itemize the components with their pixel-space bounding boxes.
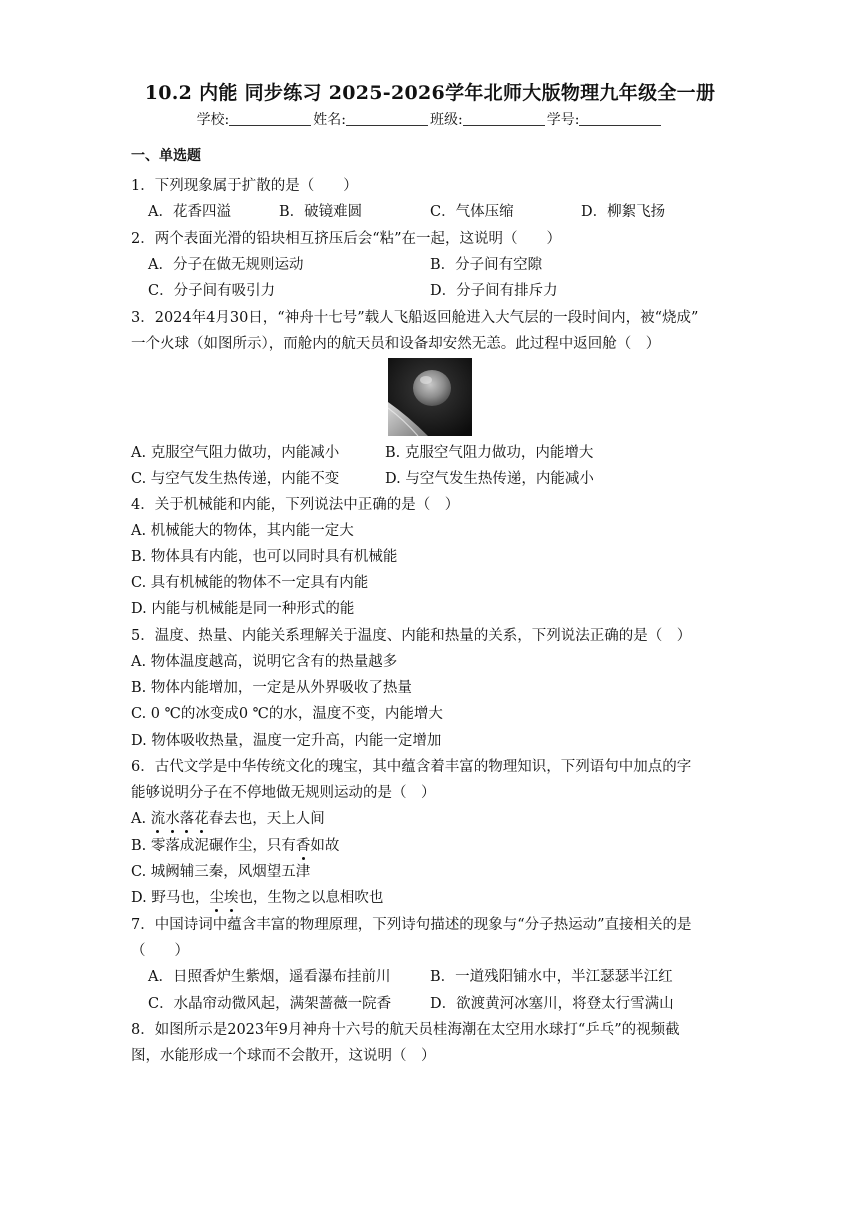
emphasis-dot-char: 水 bbox=[165, 811, 180, 827]
question-7-option-a[interactable]: A．日照香炉生紫烟，遥看瀑布挂前川 bbox=[148, 969, 391, 985]
question-4-option-b[interactable]: B. 物体具有内能，也可以同时具有机械能 bbox=[131, 549, 398, 565]
question-6-stem-line-2: 能够说明分子在不停地做无规则运动的是（ ） bbox=[131, 785, 436, 801]
emphasis-dot-char: 花 bbox=[194, 811, 209, 827]
class-label: 班级: bbox=[430, 112, 463, 128]
fireball-capsule-figure bbox=[388, 358, 472, 436]
section-heading: 一、单选题 bbox=[131, 148, 201, 164]
question-6-option-c[interactable]: C. 城阙辅三秦，风烟望五津 bbox=[131, 864, 311, 880]
question-2-stem: 2．两个表面光滑的铅块相互挤压后会“粘”在一起，这说明（ ） bbox=[131, 231, 562, 247]
question-3-option-a[interactable]: A. 克服空气阻力做功，内能减小 bbox=[131, 445, 340, 461]
page-title: 10.2 内能 同步练习 2025-2026学年北师大版物理九年级全一册 bbox=[144, 82, 716, 104]
question-3-option-c[interactable]: C. 与空气发生热传递，内能不变 bbox=[131, 471, 340, 487]
question-6-option-b[interactable] bbox=[131, 836, 339, 856]
question-4-option-d[interactable]: D. 内能与机械能是同一种形式的能 bbox=[131, 601, 355, 617]
number-label: 学号: bbox=[546, 112, 580, 128]
option-d-dotted-text bbox=[209, 890, 238, 906]
question-2-option-c[interactable]: C．分子间有吸引力 bbox=[148, 283, 276, 299]
question-3-stem-line-1: 3．2024年4月30日，“神舟十七号”载人飞船返回舱进入大气层的一段时间内，被“烧成” bbox=[131, 310, 699, 326]
question-1-option-a[interactable]: A．花香四溢 bbox=[148, 204, 231, 220]
option-a-dotted-text bbox=[151, 811, 209, 827]
option-b-dotted-text bbox=[296, 838, 311, 854]
question-2-option-a[interactable]: A．分子在做无规则运动 bbox=[148, 257, 304, 273]
question-3-stem-line-2: 一个火球（如图所示），而舱内的航天员和设备却安然无恙。此过程中返回舱（ ） bbox=[131, 336, 661, 352]
question-7-stem-line-1: 7．中国诗词中蕴含丰富的物理原理，下列诗句描述的现象与“分子热运动”直接相关的是 bbox=[131, 917, 692, 933]
name-blank[interactable] bbox=[346, 113, 428, 126]
question-7-option-c[interactable]: C．水晶帘动微风起，满架蔷薇一院香 bbox=[148, 996, 392, 1012]
question-1-stem: 1．下列现象属于扩散的是（ ） bbox=[131, 178, 358, 194]
school-blank[interactable] bbox=[229, 113, 311, 126]
emphasis-dot-char: 埃 bbox=[223, 890, 239, 906]
question-2-option-b[interactable]: B．分子间有空隙 bbox=[430, 257, 543, 273]
question-2-option-d[interactable]: D．分子间有排斥力 bbox=[430, 283, 558, 299]
question-5-option-b[interactable]: B. 物体内能增加，一定是从外界吸收了热量 bbox=[131, 680, 412, 696]
emphasis-dot-char: 流 bbox=[150, 811, 166, 827]
question-7-option-d[interactable]: D．欲渡黄河冰塞川，将登太行雪满山 bbox=[430, 996, 674, 1012]
emphasis-dot-char: 尘 bbox=[209, 890, 224, 906]
student-info-line bbox=[0, 109, 860, 129]
question-5-option-c[interactable]: C. 0 ℃的冰变成0 ℃的水，温度不变，内能增大 bbox=[131, 706, 443, 722]
question-4-option-c[interactable]: C. 具有机械能的物体不一定具有内能 bbox=[131, 575, 369, 591]
reentry-capsule-image bbox=[388, 358, 472, 436]
school-label: 学校: bbox=[196, 112, 230, 128]
number-blank[interactable] bbox=[579, 113, 661, 126]
question-5-option-a[interactable]: A. 物体温度越高，说明它含有的热量越多 bbox=[131, 654, 398, 670]
question-8-stem-line-2: 图，水能形成一个球而不会散开，这说明（ ） bbox=[131, 1048, 436, 1064]
question-6-option-a[interactable] bbox=[131, 809, 325, 829]
option-b-prefix: B. 零落成泥碾作尘，只有 bbox=[131, 838, 296, 854]
option-d-suffix: 也，生物之以息相吹也 bbox=[238, 890, 384, 906]
name-label: 姓名: bbox=[313, 112, 346, 128]
question-1-option-c[interactable]: C．气体压缩 bbox=[430, 204, 514, 220]
question-4-option-a[interactable]: A. 机械能大的物体，其内能一定大 bbox=[131, 523, 354, 539]
question-6-stem-line-1: 6．古代文学是中华传统文化的瑰宝，其中蕴含着丰富的物理知识，下列语句中加点的字 bbox=[131, 759, 692, 775]
question-3-option-b[interactable]: B. 克服空气阻力做功，内能增大 bbox=[385, 445, 594, 461]
emphasis-dot-char: 落 bbox=[179, 811, 195, 827]
question-3-option-d[interactable]: D. 与空气发生热传递，内能减小 bbox=[385, 471, 594, 487]
option-b-suffix: 如故 bbox=[310, 838, 340, 854]
class-blank[interactable] bbox=[463, 113, 545, 126]
option-a-suffix: 春去也，天上人间 bbox=[208, 811, 325, 827]
question-7-stem-line-2: （ ） bbox=[131, 943, 189, 959]
option-d-prefix: D. 野马也， bbox=[131, 890, 210, 906]
option-a-prefix: A. bbox=[131, 811, 151, 827]
question-8-stem-line-1: 8．如图所示是2023年9月神舟十六号的航天员桂海潮在太空用水球打“乒乓”的视频截 bbox=[131, 1022, 680, 1038]
question-6-option-d[interactable] bbox=[131, 888, 383, 908]
question-5-option-d[interactable]: D. 物体吸收热量，温度一定升高，内能一定增加 bbox=[131, 733, 442, 749]
question-7-option-b[interactable]: B．一道残阳铺水中，半江瑟瑟半江红 bbox=[430, 969, 673, 985]
emphasis-dot-char: 香 bbox=[295, 838, 311, 854]
question-1-option-b[interactable]: B．破镜难圆 bbox=[279, 204, 363, 220]
question-4-stem: 4．关于机械能和内能，下列说法中正确的是（ ） bbox=[131, 497, 460, 513]
question-1-option-d[interactable]: D．柳絮飞扬 bbox=[581, 204, 666, 220]
question-5-stem: 5．温度、热量、内能关系理解关于温度、内能和热量的关系，下列说法正确的是（ ） bbox=[131, 628, 692, 644]
